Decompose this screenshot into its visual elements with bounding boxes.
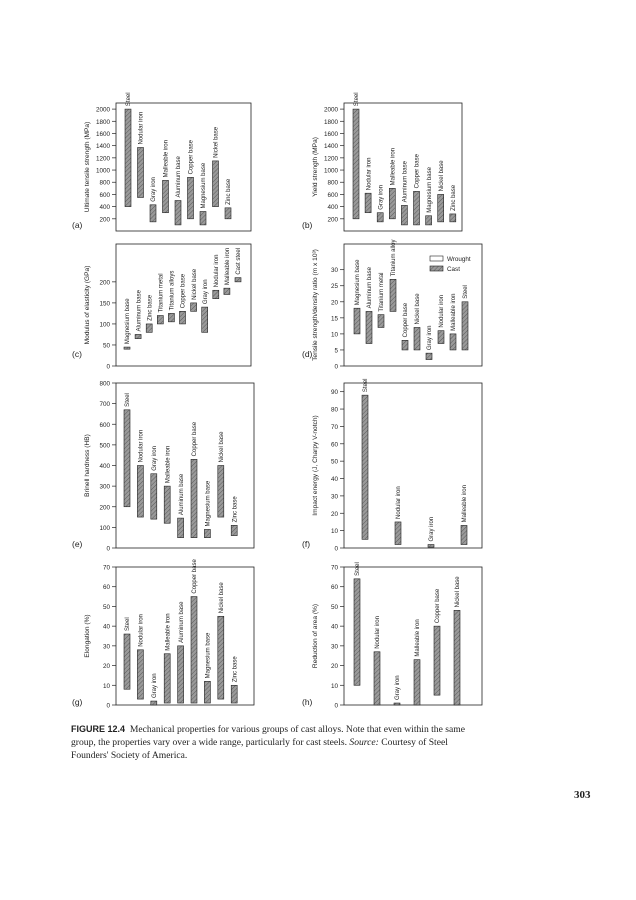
y-tick-label: 15 xyxy=(330,315,338,323)
y-tick-label: 0 xyxy=(106,363,110,371)
y-tick-label: 30 xyxy=(102,643,110,651)
y-axis-title: Reduction of area (%) xyxy=(312,603,319,669)
y-tick-label: 1600 xyxy=(323,130,338,138)
caption-source-label: Source: xyxy=(349,737,379,748)
y-tick-label: 2000 xyxy=(323,106,338,114)
y-tick-label: 500 xyxy=(99,442,110,450)
legend-label-cast: Cast xyxy=(447,266,460,273)
bar-label-magnesium-base: Magnesium base xyxy=(426,167,433,213)
y-axis-title: Brinell hardness (HB) xyxy=(84,434,91,497)
y-axis-title: Tensile strength/density ratio (m x 10³) xyxy=(312,249,319,361)
bar-label-zinc-base: Zinc base xyxy=(232,656,239,683)
y-tick-label: 25 xyxy=(330,283,338,291)
y-tick-label: 40 xyxy=(330,476,338,484)
y-tick-label: 1400 xyxy=(323,143,338,151)
bar-label-copper-base: Copper base xyxy=(403,302,410,338)
bar-label-gray-iron: Gray iron xyxy=(378,185,385,210)
bar-nodular-iron xyxy=(438,331,444,344)
bar-nickel-base xyxy=(218,616,224,699)
bar-label-nickel-base: Nickel base xyxy=(213,126,220,158)
bar-copper-base xyxy=(191,459,197,537)
bar-label-copper-base: Copper base xyxy=(192,559,199,594)
y-tick-label: 200 xyxy=(327,216,338,224)
bar-label-malleable-iron: Malleable iron xyxy=(225,247,232,286)
y-tick-label: 1000 xyxy=(323,167,338,175)
bar-titanium-alloy xyxy=(390,279,396,311)
y-tick-label: 0 xyxy=(334,545,338,553)
y-tick-label: 20 xyxy=(102,663,110,671)
bar-label-malleable-iron: Malleable iron xyxy=(462,485,469,523)
chart-panel-b xyxy=(302,92,462,231)
chart-panel-h xyxy=(302,562,482,709)
bar-nickel-base xyxy=(191,303,197,311)
caption-label: FIGURE 12.4 xyxy=(71,724,126,734)
y-tick-label: 90 xyxy=(330,389,338,397)
bar-titanium-metal xyxy=(157,316,163,324)
bar-steel xyxy=(125,109,131,207)
y-tick-label: 70 xyxy=(330,564,338,572)
y-tick-label: 400 xyxy=(99,463,110,470)
bar-copper-base xyxy=(188,177,194,218)
y-tick-label: 40 xyxy=(330,623,338,631)
bar-label-gray-iron: Gray iron xyxy=(202,279,209,305)
panel-label: (d) xyxy=(302,349,313,359)
page-number: 303 xyxy=(574,789,591,801)
legend-label-wrought: Wrought xyxy=(447,256,471,263)
bar-nickel-base xyxy=(414,327,420,349)
bar-aluminum-base xyxy=(178,646,184,703)
bar-label-nickel-base: Nickel base xyxy=(219,431,225,463)
bar-label-magnesium-base: Magnesium base xyxy=(355,259,362,306)
legend-swatch-wrought xyxy=(430,256,443,261)
bar-label-nickel-base: Nickel base xyxy=(191,268,198,300)
bar-label-titanium-alloy: Titanium alloy xyxy=(391,239,398,277)
bar-nickel-base xyxy=(213,161,219,207)
chart-panel-a xyxy=(72,92,251,231)
y-tick-label: 70 xyxy=(102,564,110,572)
bar-label-titanium-metal: Titanium metal xyxy=(158,273,165,313)
bar-label-nickel-base: Nickel base xyxy=(438,160,445,192)
bar-zinc-base xyxy=(450,214,456,222)
bar-nodular-iron xyxy=(137,466,143,518)
y-tick-label: 600 xyxy=(99,191,110,199)
bar-copper-base xyxy=(191,597,197,703)
bar-malleable-iron xyxy=(164,654,170,703)
panel-label: (f) xyxy=(302,539,311,549)
bar-label-gray-iron: Gray iron xyxy=(152,673,158,699)
bar-label-nodular-iron: Nodular iron xyxy=(214,254,220,288)
bar-magnesium-base xyxy=(426,216,432,225)
bar-nodular-iron xyxy=(395,522,401,545)
y-tick-label: 20 xyxy=(330,299,338,307)
bar-label-aluminum-base: Aluminum base xyxy=(367,267,374,309)
bar-label-gray-iron: Gray iron xyxy=(395,675,402,701)
bar-steel xyxy=(354,579,360,685)
bar-label-magnesium-base: Magnesium base xyxy=(205,480,212,527)
bar-label-magnesium-base: Magnesium base xyxy=(201,162,208,209)
bar-nickel-base xyxy=(218,466,224,518)
bar-label-steel: Steel xyxy=(125,393,132,407)
bar-label-steel: Steel xyxy=(355,562,362,576)
y-tick-label: 800 xyxy=(99,380,110,388)
y-axis-title: Yield strength (MPa) xyxy=(312,137,319,197)
bar-label-zinc-base: Zinc base xyxy=(226,178,233,205)
y-axis-title: Elongation (%) xyxy=(84,614,91,658)
y-tick-label: 600 xyxy=(327,191,338,199)
bar-label-nodular-iron: Nodular iron xyxy=(396,486,403,519)
bar-steel xyxy=(124,634,130,689)
bar-label-nodular-iron: Nodular iron xyxy=(138,429,145,463)
bar-magnesium-base xyxy=(200,211,206,224)
bar-malleable-iron xyxy=(461,525,467,544)
y-tick-label: 100 xyxy=(99,321,110,329)
y-tick-label: 80 xyxy=(330,406,338,414)
y-tick-label: 1800 xyxy=(95,118,110,126)
bar-zinc-base xyxy=(225,208,231,219)
bar-label-titanium-metal: Titanium metal xyxy=(379,272,386,312)
bar-label-malleable-iron: Malleable iron xyxy=(451,293,458,331)
y-tick-label: 60 xyxy=(330,441,338,449)
bar-titanium-alloys xyxy=(168,313,174,321)
bar-aluminum-base xyxy=(175,201,181,225)
y-tick-label: 600 xyxy=(99,421,110,429)
y-tick-label: 1400 xyxy=(95,143,110,151)
bar-label-magnesium-base: Magnesium base xyxy=(205,632,212,679)
chart-panel-e xyxy=(72,381,254,553)
bar-label-steel: Steel xyxy=(125,617,132,632)
y-tick-label: 1000 xyxy=(95,167,110,175)
y-tick-label: 20 xyxy=(330,510,338,518)
bar-label-gray-iron: Gray iron xyxy=(429,516,436,542)
y-tick-label: 30 xyxy=(330,493,338,501)
bar-steel xyxy=(362,395,368,539)
bar-zinc-base xyxy=(231,685,237,703)
bar-label-cast-steel: Cast steel xyxy=(236,247,243,275)
y-tick-label: 30 xyxy=(330,643,338,651)
y-tick-label: 0 xyxy=(334,702,338,710)
bar-copper-base xyxy=(434,626,440,695)
y-tick-label: 2000 xyxy=(95,106,110,114)
bar-nodular-iron xyxy=(138,147,144,197)
bar-label-titanium-alloys: Titanium alloys xyxy=(169,270,176,311)
y-tick-label: 0 xyxy=(106,545,110,553)
y-tick-label: 40 xyxy=(102,623,110,631)
bar-malleable-iron xyxy=(224,288,230,294)
y-tick-label: 700 xyxy=(99,401,110,409)
bar-aluminum-base xyxy=(178,518,184,538)
bar-label-copper-base: Copper base xyxy=(435,588,442,624)
y-tick-label: 200 xyxy=(99,216,110,224)
bar-label-nodular-iron: Nodular iron xyxy=(375,616,382,649)
bar-label-malleable-iron: Malleable iron xyxy=(163,140,170,178)
bar-gray-iron xyxy=(394,703,400,705)
bar-aluminum-base xyxy=(401,205,407,225)
bar-label-copper-base: Copper base xyxy=(192,421,199,457)
panel-label: (e) xyxy=(72,539,83,549)
bar-label-zinc-base: Zinc base xyxy=(232,496,239,523)
bar-label-nodular-iron: Nodular iron xyxy=(138,614,145,647)
bar-nodular-iron xyxy=(137,650,143,699)
bar-copper-base xyxy=(180,311,186,324)
bar-copper-base xyxy=(414,191,420,225)
bar-label-gray-iron: Gray iron xyxy=(151,177,158,202)
y-tick-label: 100 xyxy=(99,524,110,532)
y-tick-label: 10 xyxy=(330,331,338,339)
bar-magnesium-base xyxy=(124,347,130,349)
bar-label-aluminum-base: Aluminum base xyxy=(136,290,143,332)
chart-panel-g xyxy=(72,559,254,710)
caption-source: Courtesy of Steel Founders' Society of America. xyxy=(71,737,448,761)
bar-label-aluminum-base: Aluminum base xyxy=(402,161,409,203)
bar-steel xyxy=(353,109,359,219)
bar-label-nodular-iron: Nodular iron xyxy=(138,111,145,145)
bar-aluminum-base xyxy=(135,334,141,338)
y-tick-label: 0 xyxy=(106,702,110,710)
bar-nodular-iron xyxy=(213,290,219,298)
bar-label-copper-base: Copper base xyxy=(414,154,421,189)
y-tick-label: 150 xyxy=(99,300,110,308)
bar-label-zinc-base: Zinc base xyxy=(147,294,154,321)
bar-label-aluminum-base: Aluminum base xyxy=(178,601,185,643)
y-tick-label: 1200 xyxy=(95,155,110,163)
y-tick-label: 10 xyxy=(330,682,338,690)
bar-steel xyxy=(462,302,468,350)
bar-nodular-iron xyxy=(374,652,380,705)
bar-label-gray-iron: Gray iron xyxy=(152,446,158,471)
y-tick-label: 50 xyxy=(102,603,110,611)
chart-panel-f xyxy=(302,378,482,552)
bar-titanium-metal xyxy=(378,315,384,328)
chart-panel-c xyxy=(72,244,251,371)
bar-label-malleable-iron: Malleable iron xyxy=(415,619,422,657)
bar-label-nickel-base: Nickel base xyxy=(455,576,462,608)
bar-gray-iron xyxy=(426,353,432,359)
bar-label-aluminum-base: Aluminum base xyxy=(176,156,183,198)
bar-aluminum-base xyxy=(366,311,372,343)
bar-label-magnesium-base: Magnesium base xyxy=(125,298,132,345)
bar-label-steel: Steel xyxy=(354,92,361,107)
y-tick-label: 10 xyxy=(330,528,338,536)
y-tick-label: 800 xyxy=(327,179,338,187)
y-tick-label: 1600 xyxy=(95,130,110,138)
y-tick-label: 300 xyxy=(99,483,110,491)
plot-frame xyxy=(344,567,482,705)
bar-label-aluminum-base: Aluminum base xyxy=(178,473,185,516)
y-axis-title: Modulus of elasticity (GPa) xyxy=(84,265,91,345)
bar-label-nodular-iron: Nodular iron xyxy=(366,157,373,191)
y-tick-label: 50 xyxy=(330,603,338,611)
bar-malleable-iron xyxy=(414,660,420,705)
bar-cast-steel xyxy=(235,278,241,282)
bar-label-malleable-iron: Malleable iron xyxy=(165,445,172,484)
plot-frame xyxy=(116,567,254,705)
bar-zinc-base xyxy=(231,525,237,535)
y-tick-label: 50 xyxy=(330,458,338,466)
bar-label-nickel-base: Nickel base xyxy=(219,582,225,614)
bar-gray-iron xyxy=(428,545,434,548)
bar-malleable-iron xyxy=(389,188,395,218)
panel-label: (c) xyxy=(72,349,82,359)
chart-panel-d xyxy=(302,240,482,371)
caption-text: Mechanical properties for various groups of cast alloys. Note that even within the same group, the properties vary over a wide range, particularly for cast steels. xyxy=(71,724,465,748)
bar-label-copper-base: Copper base xyxy=(180,273,187,309)
bar-label-nodular-iron: Nodular iron xyxy=(439,294,446,328)
bar-gray-iron xyxy=(151,701,157,705)
panel-label: (g) xyxy=(72,697,83,707)
bar-copper-base xyxy=(402,340,408,350)
bar-label-zinc-base: Zinc base xyxy=(451,184,457,211)
bar-label-malleable-iron: Malleable iron xyxy=(165,613,172,651)
y-tick-label: 1200 xyxy=(323,155,338,163)
y-axis-title: Ultimate tensile strength (MPa) xyxy=(84,121,91,213)
y-tick-label: 200 xyxy=(99,504,110,512)
y-tick-label: 400 xyxy=(327,204,338,212)
y-tick-label: 30 xyxy=(330,267,338,275)
bar-gray-iron xyxy=(202,307,208,332)
bar-magnesium-base xyxy=(204,529,210,537)
y-axis-title: Impact energy (J, Charpy V-notch) xyxy=(312,415,319,516)
y-tick-label: 200 xyxy=(99,279,110,287)
bar-nodular-iron xyxy=(365,193,371,213)
bar-label-malleable-iron: Malleable iron xyxy=(390,147,397,186)
bar-malleable-iron xyxy=(164,486,170,523)
bar-nickel-base xyxy=(454,610,460,705)
y-tick-label: 0 xyxy=(334,363,338,371)
y-tick-label: 60 xyxy=(102,584,110,592)
bar-zinc-base xyxy=(146,324,152,332)
y-tick-label: 400 xyxy=(99,204,110,212)
y-tick-label: 1800 xyxy=(323,118,338,126)
bar-gray-iron xyxy=(151,474,157,519)
bar-gray-iron xyxy=(377,213,383,222)
bar-label-steel: Steel xyxy=(463,285,470,299)
bar-label-steel: Steel xyxy=(363,378,370,393)
bar-gray-iron xyxy=(150,205,156,222)
bar-magnesium-base xyxy=(354,308,360,334)
y-tick-label: 5 xyxy=(334,347,338,355)
bar-malleable-iron xyxy=(163,180,169,212)
bar-steel xyxy=(124,410,130,507)
figure-caption xyxy=(71,723,483,762)
bar-nickel-base xyxy=(438,194,444,221)
bar-malleable-iron xyxy=(450,334,456,350)
bar-label-nickel-base: Nickel base xyxy=(415,293,422,325)
y-tick-label: 20 xyxy=(330,663,338,671)
panel-label: (a) xyxy=(72,220,83,230)
bar-label-steel: Steel xyxy=(126,92,133,107)
y-tick-label: 60 xyxy=(330,584,338,592)
legend xyxy=(430,256,471,273)
y-tick-label: 50 xyxy=(102,342,110,350)
y-tick-label: 800 xyxy=(99,179,110,187)
bar-label-copper-base: Copper base xyxy=(188,140,195,175)
panel-label: (b) xyxy=(302,220,313,230)
y-tick-label: 70 xyxy=(330,423,338,431)
y-tick-label: 10 xyxy=(102,682,110,690)
legend-swatch-cast xyxy=(430,266,443,271)
bar-label-gray-iron: Gray iron xyxy=(427,325,434,351)
bar-magnesium-base xyxy=(204,681,210,703)
panel-label: (h) xyxy=(302,697,313,707)
